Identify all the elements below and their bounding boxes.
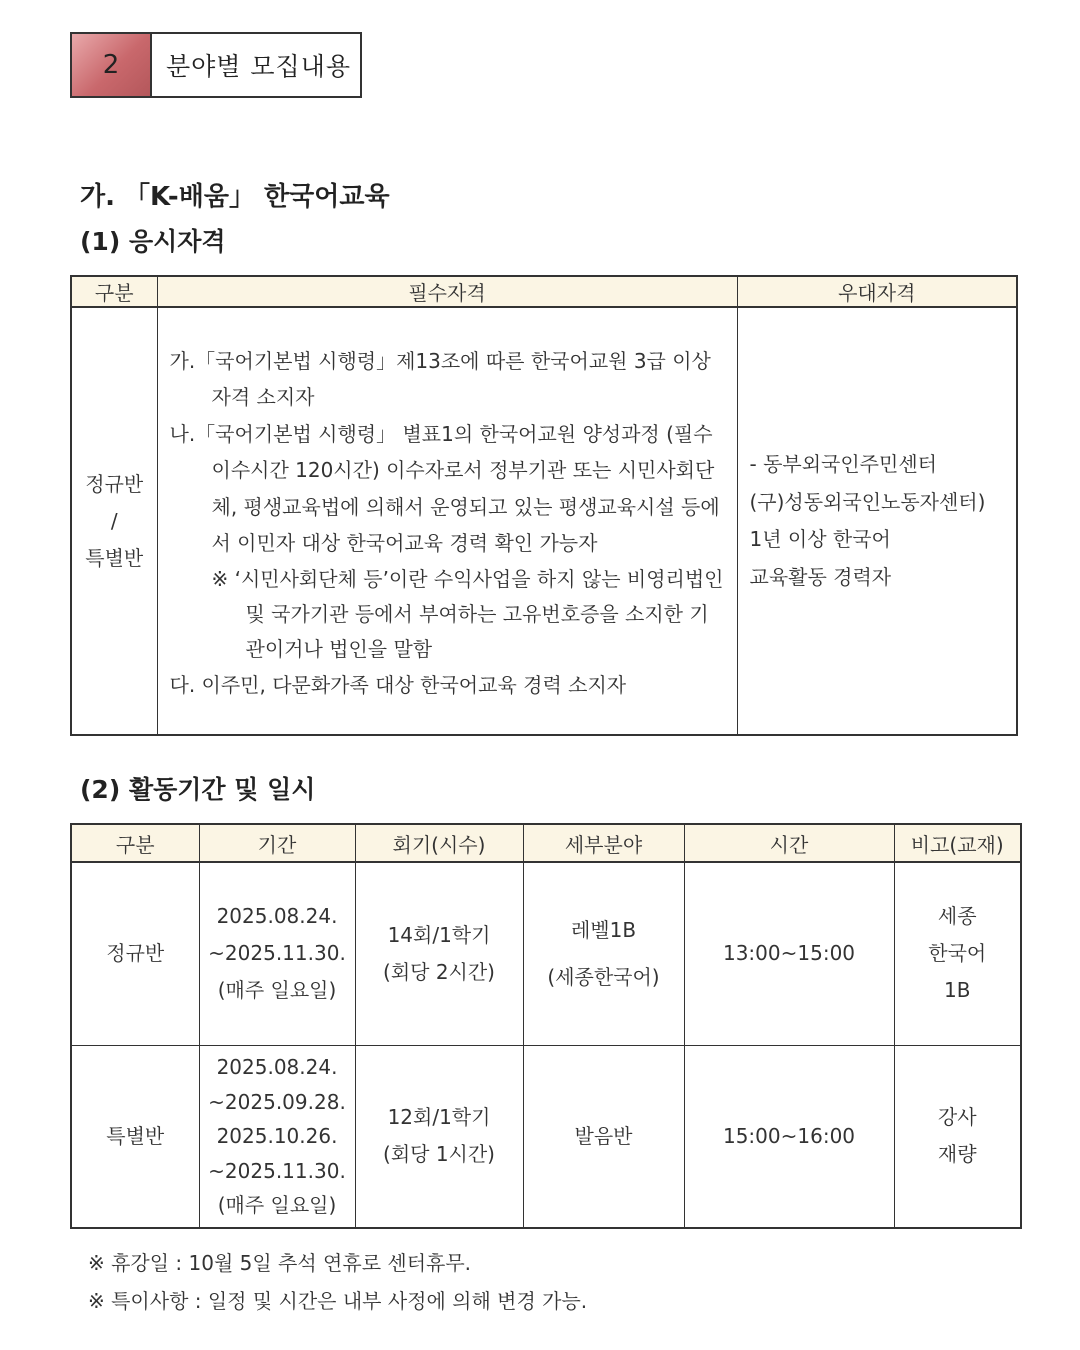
header-field: 세부분야 (523, 824, 684, 862)
qualification-table (70, 275, 1018, 736)
row-field: 발음반 (523, 1045, 684, 1228)
required-item-ga: 가.「국어기본법 시행령」제13조에 따른 한국어교원 3급 이상 자격 소지자 (169, 348, 711, 410)
schedule-row-special (71, 1045, 1021, 1228)
row-period: 2025.08.24. ~2025.09.28. 2025.10.26. ~2025.11.30. (매주 일요일) (199, 1045, 355, 1228)
header-period: 기간 (199, 824, 355, 862)
required-qualifications (157, 307, 737, 735)
section-number: 2 (72, 34, 152, 96)
row-sessions: 14회/1학기 (회당 2시간) (355, 862, 523, 1045)
row-sessions: 12회/1학기 (회당 1시간) (355, 1045, 523, 1228)
header-sessions: 회기(시수) (355, 824, 523, 862)
schedule-row-regular (71, 862, 1021, 1045)
required-note: ※ ‘시민사회단체 등’이란 수익사업을 하지 않는 비영리법인 및 국가기관 등에서 부여하는 고유번호증을 소지한 기관이거나 법인을 말함 (211, 566, 724, 661)
required-item-na: 나.「국어기본법 시행령」 별표1의 한국어교원 양성과정 (필수이수시간 120시간) 이수자로서 정부기관 또는 시민사회단체, 평생교육법에 의해서 운영되고 있는 평생교육시설 등에서 이민자 대상 한국어교육 경력 확인 가능자 (169, 421, 720, 556)
footnotes (88, 1244, 587, 1320)
row-category: 정규반 (71, 862, 199, 1045)
header-note: 비고(교재) (894, 824, 1021, 862)
header-preferred: 우대자격 (737, 276, 1017, 307)
header-category: 구분 (71, 824, 199, 862)
footnote-remarks: ※ 특이사항 : 일정 및 시간은 내부 사정에 의해 변경 가능. (88, 1289, 588, 1313)
header-required: 필수자격 (157, 276, 737, 307)
qualification-header-row (71, 276, 1017, 307)
row-note: 강사 재량 (894, 1045, 1021, 1228)
row-time: 15:00~16:00 (684, 1045, 894, 1228)
qualification-row (71, 307, 1017, 735)
section-title: 분야별 모집내용 (166, 52, 351, 81)
footnote-holiday: ※ 휴강일 : 10월 5일 추석 연휴로 센터휴무. (88, 1251, 472, 1275)
schedule-table (70, 823, 1022, 1229)
qualification-heading: (1) 응시자격 (80, 227, 226, 256)
row-field: 레벨1B (세종한국어) (523, 862, 684, 1045)
required-item-da: 다. 이주민, 다문화가족 대상 한국어교육 경력 소지자 (169, 672, 627, 697)
row-period: 2025.08.24. ~2025.11.30. (매주 일요일) (199, 862, 355, 1045)
header-category: 구분 (71, 276, 157, 307)
row-note: 세종 한국어 1B (894, 862, 1021, 1045)
row-category: 특별반 (71, 1045, 199, 1228)
section-header (70, 32, 362, 98)
preferred-qualifications: - 동부외국인주민센터 (구)성동외국인노동자센터) 1년 이상 한국어 교육활동 경력자 (737, 307, 1017, 735)
row-time: 13:00~15:00 (684, 862, 894, 1045)
schedule-heading: (2) 활동기간 및 일시 (80, 775, 316, 804)
qualification-category: 정규반 / 특별반 (71, 307, 157, 735)
schedule-header-row (71, 824, 1021, 862)
main-heading: 가. 「K-배움」 한국어교육 (80, 182, 390, 212)
header-time: 시간 (684, 824, 894, 862)
